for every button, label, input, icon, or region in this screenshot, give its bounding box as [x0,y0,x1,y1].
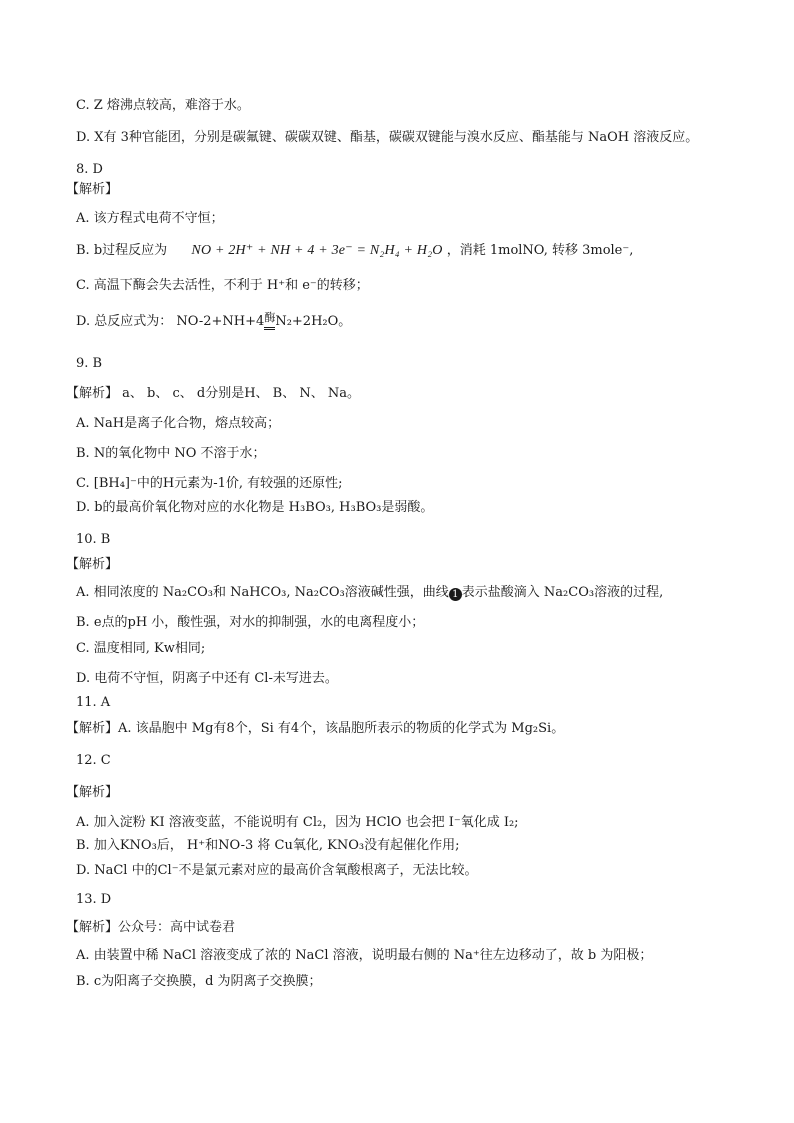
question-9-option-b: B. N的氧化物中 NO 不溶于水； [76,446,266,461]
question-13-option-b: B. c为阳离子交换膜，d 为阴离子交换膜； [76,974,322,989]
question-8-analysis-heading: 【解析】 [66,182,119,197]
question-11-answer: 11. A [76,695,111,710]
question-8-option-b [76,242,633,260]
question-10-option-c: C. 温度相同, Kw相同; [76,641,206,656]
question-12-analysis-heading: 【解析】 [66,785,119,800]
question-8-option-d [76,312,351,331]
question-10-option-a [76,584,663,602]
question-8-option-a: A. 该方程式电荷不守恒； [76,211,224,226]
question-12-option-a: A. 加入淀粉 KI 溶液变蓝，不能说明有 Cl₂，因为 HClO 也会把 I⁻氧化成 I₂; [76,815,519,830]
option-a-suffix: 表示盐酸滴入 Na₂CO₃溶液的过程, [461,585,664,600]
reaction-equation: NO + 2H⁺ + NH + 4 + 3e⁻ = N₂H₄ + H₂O [191,243,443,258]
question-9-option-a: A. NaH是离子化合物，熔点较高； [76,416,281,431]
question-8-answer: 8. D [76,162,103,177]
question-12-answer: 12. C [76,753,111,768]
circled-number-marker: 1 [449,588,462,601]
question-12-option-b: B. 加入KNO₃后， H⁺和NO-3 将 Cu氧化, KNO₃没有起催化作用; [76,838,460,853]
question-13-answer: 13. D [76,892,112,907]
option-d-prefix: D. 总反应式为： NO-2+NH+4 [76,314,265,329]
question-10-analysis-heading: 【解析】 [66,557,119,572]
option-b-suffix: ，消耗 1molNO, 转移 3mole⁻, [446,243,634,258]
answer-7-option-d: D. X有 3种官能团，分别是碳氟键、碳碳双键、酯基，碳碳双键能与溴水反应、酯基能与 NaOH 溶液反应。 [76,130,699,145]
question-9-option-d: D. b的最高价氧化物对应的水化物是 H₃BO₃, H₃BO₃是弱酸。 [76,500,434,515]
enzyme-condition: 酶 [264,312,275,330]
question-9-answer: 9. B [76,356,103,371]
question-9-option-c: C. [BH₄]⁻中的H元素为-1价, 有较强的还原性; [76,476,343,491]
question-10-option-d: D. 电荷不守恒，阴离子中还有 Cl-未写进去。 [76,671,338,686]
question-10-option-b: B. e点的pH 小，酸性强，对水的抑制强，水的电离程度小； [76,615,425,630]
question-12-option-d: D. NaCl 中的Cl⁻不是氯元素对应的最高价含氧酸根离子，无法比较。 [76,863,478,878]
question-10-answer: 10. B [76,532,111,547]
answer-7-option-c: C. Z 熔沸点较高，难溶于水。 [76,98,250,113]
question-8-option-c: C. 高温下酶会失去活性，不利于 H⁺和 e⁻的转移； [76,278,369,293]
option-a-prefix: A. 相同浓度的 Na₂CO₃和 NaHCO₃, Na₂CO₃溶液碱性强，曲线 [76,585,449,600]
option-b-prefix: B. b过程反应为 [76,243,168,258]
question-9-analysis: 【解析】 a、 b、 c、 d分别是H、 B、 N、 Na。 [66,386,360,401]
option-d-suffix: N₂+2H₂O。 [275,314,352,329]
question-11-analysis: 【解析】A. 该晶胞中 Mg有8个，Si 有4个，该晶胞所表示的物质的化学式为 Mg₂Si。 [66,721,565,736]
question-13-option-a: A. 由装置中稀 NaCl 溶液变成了浓的 NaCl 溶液，说明最右侧的 Na⁺往左边移动了，故 b 为阳极； [76,948,653,963]
question-13-analysis: 【解析】公众号：高中试卷君 [66,920,236,935]
